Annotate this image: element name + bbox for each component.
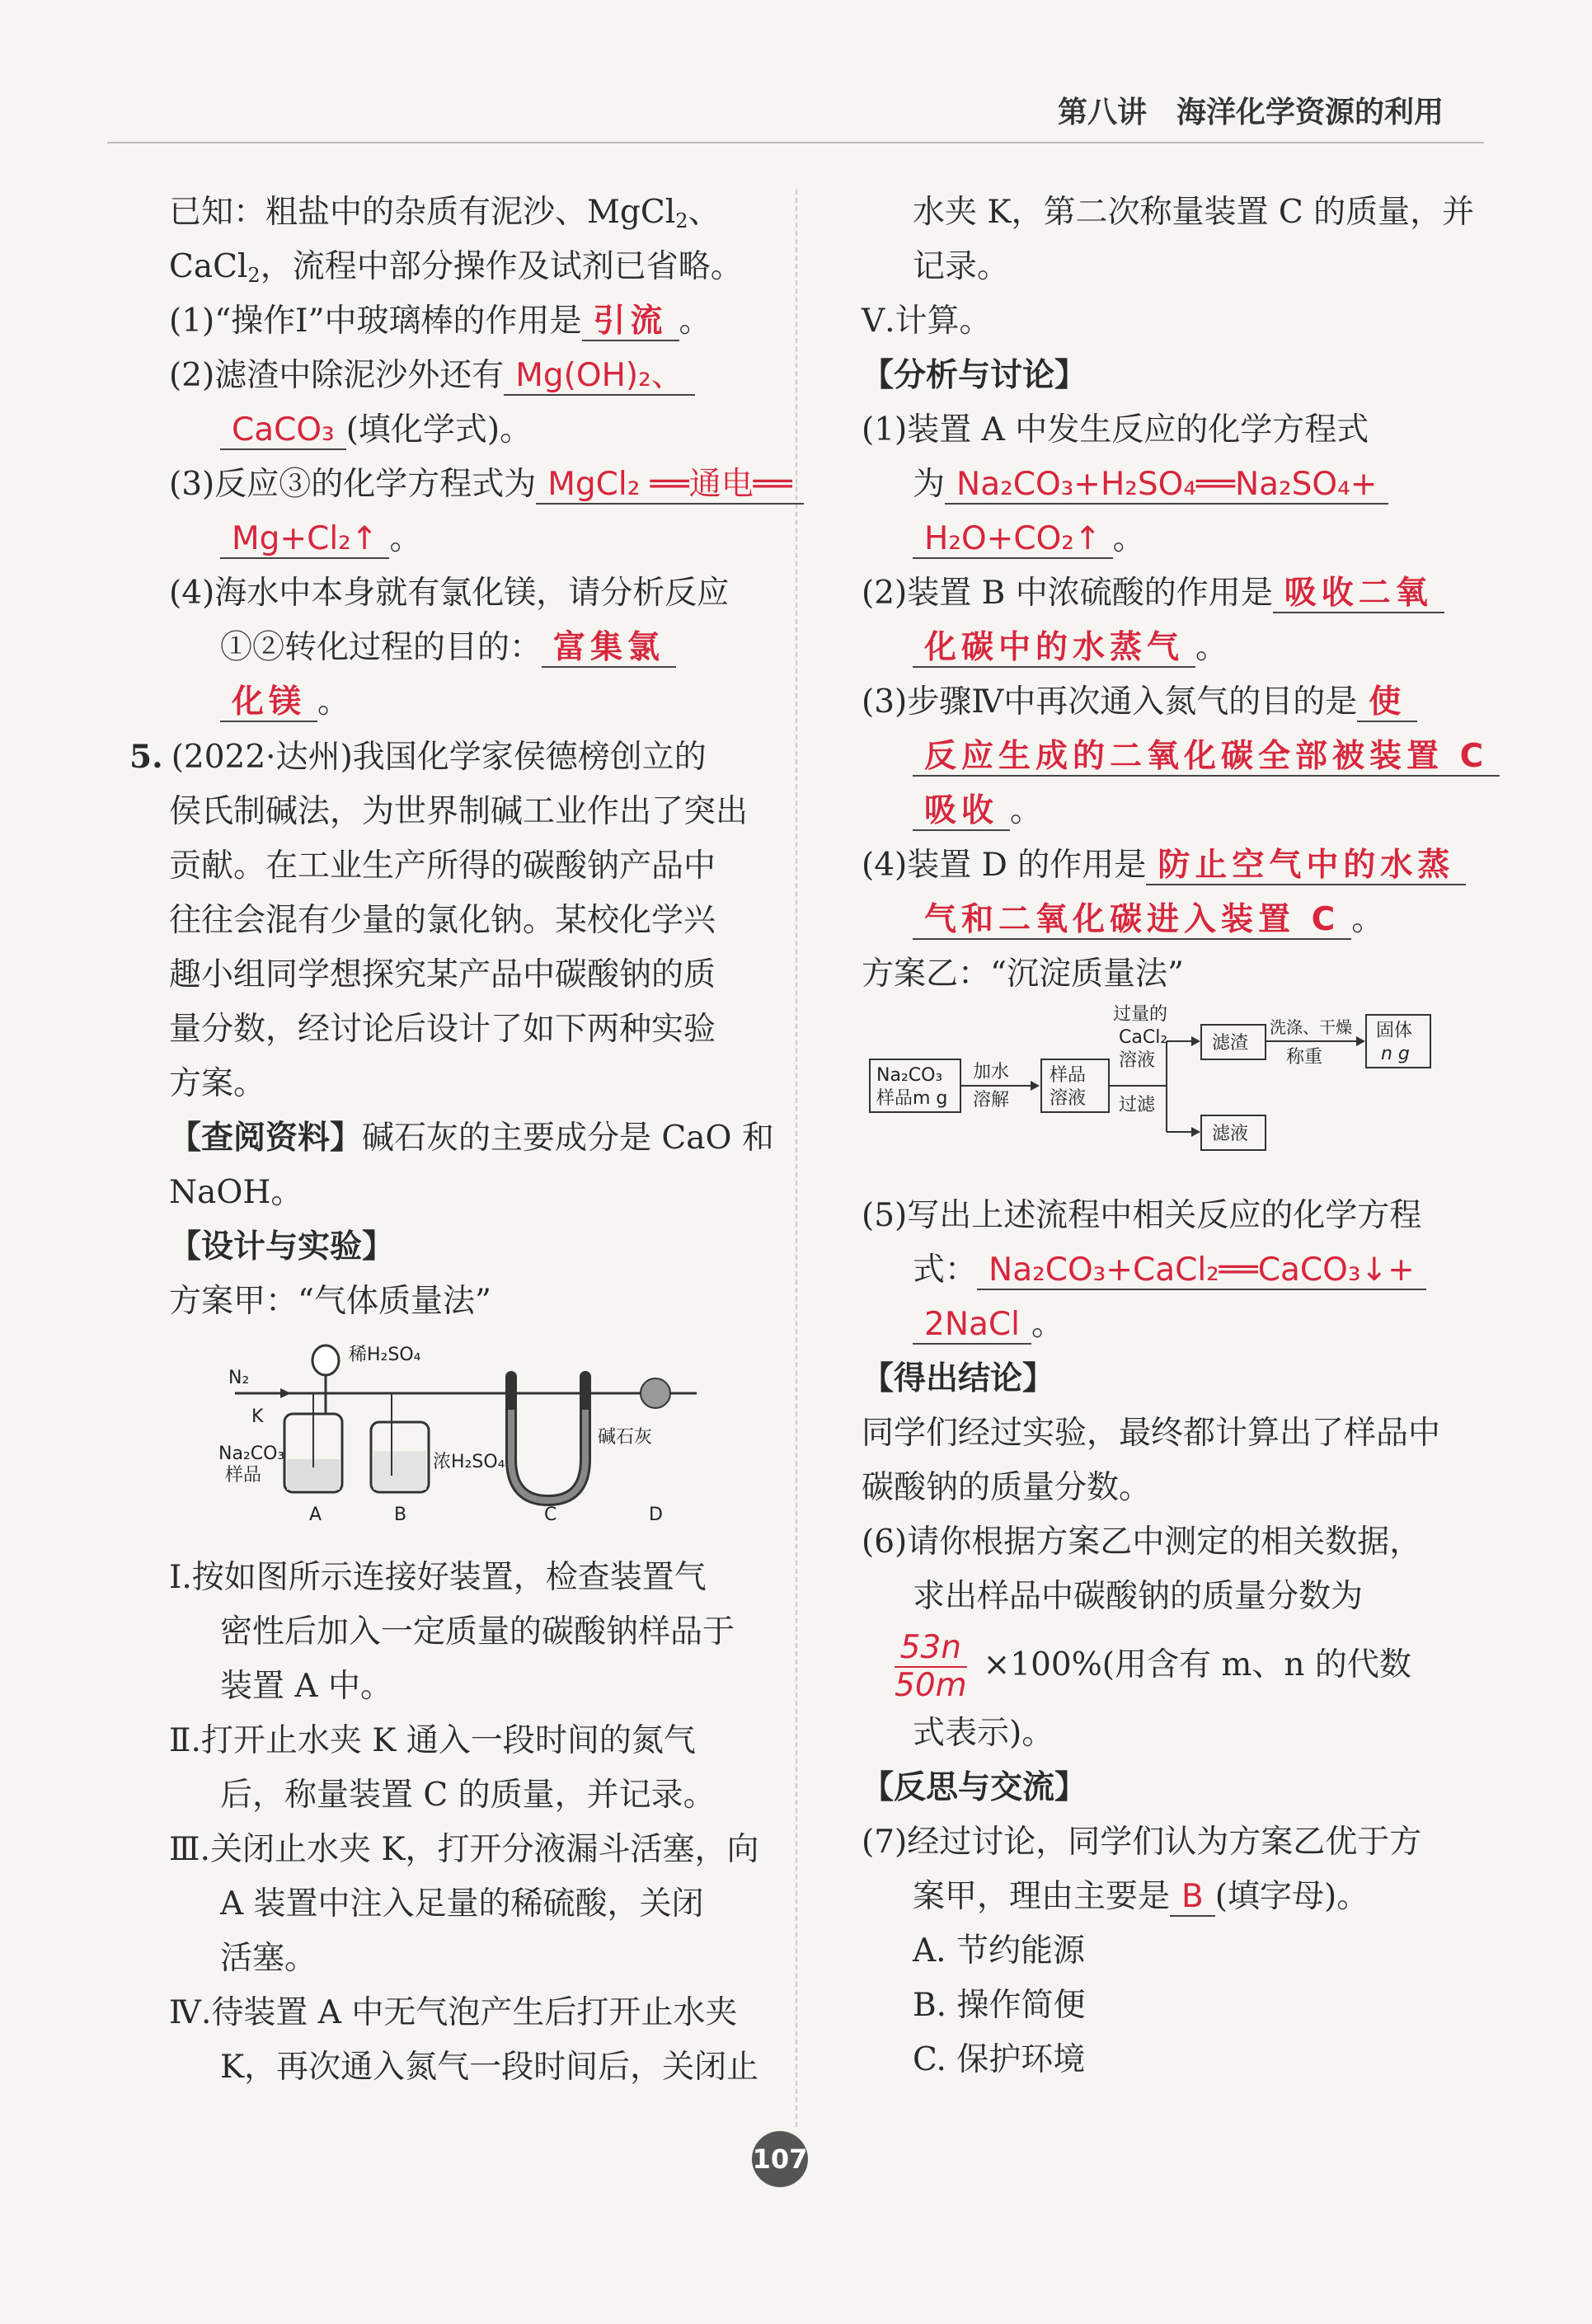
analysis-1: (1)装置 A 中发生反应的化学方程式 [862,411,1369,448]
analysis-6: (6)请你根据方案乙中测定的相关数据， [862,1524,1422,1561]
reflection-label: 【反思与交流】 [862,1769,1087,1806]
flow-solid-2: n g [1381,1044,1410,1064]
answer-a5a: Na₂CO₃+CaCl₂══CaCO₃↓+ [977,1251,1426,1290]
answer-a2a: 吸收二氧 [1273,575,1444,613]
label-d: D [649,1505,663,1525]
flow-wash: 洗涤、干燥 [1270,1017,1352,1037]
answer-a5b: 2NaCl [913,1306,1031,1345]
answer-a3a: 使 [1357,683,1417,722]
answer-3b: Mg+Cl₂↑ [220,520,389,559]
step-1-cont2: 装置 A 中。 [220,1668,392,1705]
analysis-7-cont: 案甲，理由主要是 B (填字母)。 [913,1878,1369,1915]
step-4-cont: K，再次通入氮气一段时间后，关闭止 [220,2049,759,2086]
sample-label-1: Na₂CO₃ [218,1444,285,1464]
problem-5-line-4: 往往会混有少量的氯化钠。某校化学兴 [169,902,716,939]
analysis-3: (3)步骤Ⅳ中再次通入氮气的目的是 使 [862,675,1455,730]
flow-reagent-3: 溶液 [1119,1050,1156,1071]
flow-step-1b: 溶解 [973,1090,1010,1110]
step-3: Ⅲ.关闭止水夹 K，打开分液漏斗活塞，向 [169,1831,759,1868]
option-c: C. 保护环境 [913,2041,1086,2078]
answer-a2b: 化碳中的水蒸气 [913,629,1195,668]
sample-label-2: 样品 [225,1465,262,1486]
question-4: (4)海水中本身就有氯化镁，请分析反应 [169,575,730,612]
question-3-cont: Mg+Cl₂↑ 。 [169,512,771,566]
reference-line-2: NaOH。 [169,1174,303,1211]
analysis-3-cont2: 吸收 。 [862,784,1455,838]
problem-5-line-2: 侯氏制碱法，为世界制碱工业作出了突出 [169,793,749,830]
flow-filtrate: 滤液 [1212,1124,1249,1144]
analysis-3-cont [862,730,1489,784]
flow-filter: 过滤 [1119,1095,1156,1115]
problem-5-line-7: 方案。 [169,1065,266,1102]
answer-1: 引流 [582,303,679,341]
step-1-cont: 密性后加入一定质量的碳酸钠样品于 [220,1613,735,1650]
answer-2a: Mg(OH)₂、 [504,357,695,396]
flow-sample-1: Na₂CO₃ [876,1065,943,1086]
flow-reagent-1: 过量的 [1113,1004,1168,1025]
page-number: 107 [752,2131,808,2187]
flow-solid-1: 固体 [1376,1021,1413,1041]
answer-2b: CaCO₃ [220,411,346,450]
problem-5-line-3: 贡献。在工业生产所得的碳酸钠产品中 [169,847,716,885]
step-2-cont: 后，称量装置 C 的质量，并记录。 [220,1777,716,1814]
step-4-cont4: 记录。 [913,248,1010,285]
step-1: Ⅰ.按如图所示连接好装置，检查装置气 [169,1559,707,1596]
answer-a3b: 反应生成的二氧化碳全部被装置 C [913,738,1500,777]
analysis-2-cont: 化碳中的水蒸气 。 [862,621,1455,675]
n2-label: N₂ [228,1368,250,1388]
analysis-7: (7)经过讨论，同学们认为方案乙优于方 [862,1824,1422,1861]
answer-a1b: H₂O+CO₂↑ [913,520,1113,559]
valve-k-label: K [251,1406,264,1427]
answer-4a: 富集氯 [542,629,676,668]
answer-a4a: 防止空气中的水蒸 [1146,847,1466,885]
plan-a-title: 方案甲：“气体质量法” [169,1283,491,1320]
analysis-4: (4)装置 D 的作用是 防止空气中的水蒸 [862,838,1455,893]
option-b: B. 操作简便 [913,1987,1086,2024]
flow-residue: 滤渣 [1212,1033,1249,1054]
flow-step-1a: 加水 [973,1062,1010,1082]
soda-lime-label: 碱石灰 [598,1427,653,1448]
known-line-1: 已知：粗盐中的杂质有泥沙、MgCl$_2$、 [169,194,721,232]
chapter-header: 第八讲 海洋化学资源的利用 [1057,96,1444,129]
flow-reagent-2: CaCl₂ [1119,1027,1168,1048]
conclusion-2: 碳酸钠的质量分数。 [862,1469,1152,1506]
analysis-5-cont2: 2NaCl 。 [862,1298,1455,1352]
u-tube-c [511,1377,585,1500]
analysis-label: 【分析与讨论】 [862,357,1087,394]
question-4-cont: ①②转化过程的目的： 富集氯 [169,621,771,675]
acid-label: 稀H₂SO₄ [349,1345,421,1365]
answer-fraction: $\frac{53n}{50m}$ [895,1629,967,1704]
analysis-6-cont: 求出样品中碳酸钠的质量分数为 [913,1578,1364,1615]
answer-a7: B [1170,1878,1215,1917]
step-3-cont: A 装置中注入足量的稀硫酸，关闭 [220,1885,704,1923]
analysis-6-cont3: 式表示)。 [913,1715,1054,1752]
question-2-cont: CaCO₃ (填化学式)。 [169,403,771,458]
conclusion-1: 同学们经过实验，最终都计算出了样品中 [862,1415,1441,1452]
option-a: A. 节约能源 [913,1932,1085,1970]
question-1: (1)“操作Ⅰ”中玻璃棒的作用是 引流 。 [169,303,711,340]
analysis-5: (5)写出上述流程中相关反应的化学方程 [862,1197,1422,1234]
question-2: (2)滤渣中除泥沙外还有 Mg(OH)₂、 [169,349,771,403]
step-4-cont3: 水夹 K，第二次称量装置 C 的质量，并 [913,194,1475,231]
right-column [862,185,1489,2087]
step-3-cont2: 活塞。 [220,1940,317,1977]
label-b: B [394,1505,407,1525]
step-2: Ⅱ.打开止水夹 K 通入一段时间的氮气 [169,1722,696,1759]
answer-a4b: 气和二氧化碳进入装置 C [913,901,1351,940]
problem-5-line-6: 量分数，经讨论后设计了如下两种实验 [169,1011,716,1048]
label-c: C [544,1505,557,1525]
apparatus-diagram [194,1336,705,1525]
label-a: A [309,1505,322,1525]
flow-diagram [862,1002,1455,1167]
flow-solution-1: 样品 [1050,1065,1087,1086]
flow-solution-2: 溶液 [1050,1088,1087,1109]
header-rule [107,142,1484,143]
question-4-cont2: 化镁 。 [169,675,771,730]
plan-b-title: 方案乙：“沉淀质量法” [862,955,1184,993]
answer-a3c: 吸收 [913,792,1010,831]
problem-5-line-5: 趣小组同学想探究某产品中碳酸钠的质 [169,956,716,993]
step-5: Ⅴ.计算。 [862,303,992,340]
flow-weigh: 称重 [1286,1047,1323,1068]
analysis-1-cont: 为 Na₂CO₃+H₂SO₄══Na₂SO₄+ [862,458,1455,512]
left-column [129,185,792,2095]
design-label: 【设计与实验】 [169,1228,395,1265]
analysis-1-cont2: H₂O+CO₂↑ 。 [862,512,1455,566]
flow-sample-2: 样品m g [876,1088,948,1109]
analysis-2: (2)装置 B 中浓硫酸的作用是 吸收二氧 [862,566,1455,621]
question-3: (3)反应③的化学方程式为 MgCl₂ ══通电══ [169,458,771,512]
step-4: Ⅳ.待装置 A 中无气泡产生后打开止水夹 [169,1994,738,2031]
problem-number: 5. [129,738,163,776]
reference-line: 【查阅资料】碱石灰的主要成分是 CaO 和 [169,1120,774,1157]
answer-a1a: Na₂CO₃+H₂SO₄══Na₂SO₄+ [945,466,1388,505]
answer-4b: 化镁 [220,683,317,722]
answer-3a: MgCl₂ ══通电══ [536,466,803,505]
analysis-5-cont: 式： Na₂CO₃+CaCl₂══CaCO₃↓+ [862,1243,1455,1298]
analysis-6-fraction-line: $\frac{53n}{50m}$ ×100%(用含有 m、n 的代数 [895,1629,1411,1704]
problem-5-line-1: 5. (2022·达州)我国化学家侯德榜创立的 [129,738,707,776]
known-line-2: CaCl$_2$，流程中部分操作及试剂已省略。 [169,248,743,287]
conc-acid-label: 浓H₂SO₄ [433,1452,505,1472]
analysis-4-cont: 气和二氧化碳进入装置 C 。 [862,893,1455,947]
conclusion-label: 【得出结论】 [862,1360,1055,1397]
separatory-funnel [312,1345,339,1375]
drying-tube-d [641,1378,670,1408]
